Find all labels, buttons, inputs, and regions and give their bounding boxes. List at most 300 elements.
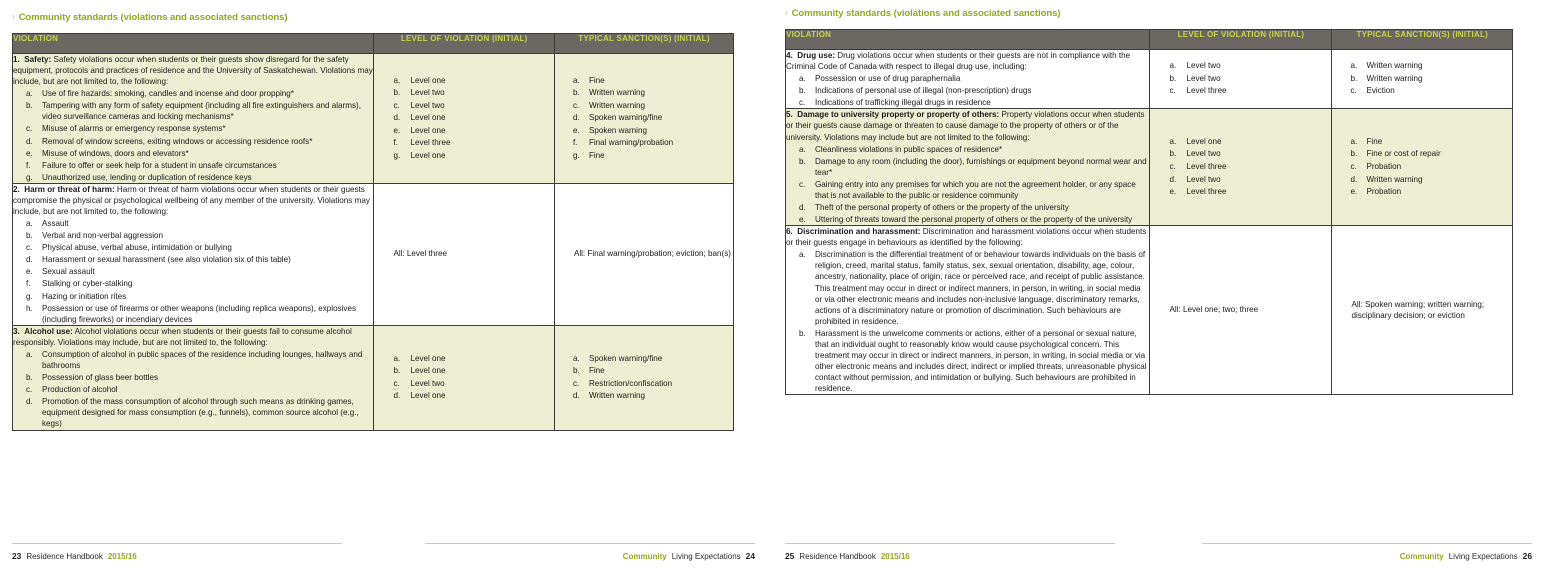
footer-rule-left — [785, 543, 1115, 544]
sanction-item-text: Final warning/probation — [588, 138, 674, 148]
violation-item-marker: d. — [26, 136, 33, 146]
sanction-item-marker: g. — [572, 150, 580, 160]
footer-handbook-label: Residence Handbook — [26, 552, 103, 561]
violation-item — [786, 73, 1149, 84]
level-item — [1150, 174, 1331, 187]
level-item — [374, 75, 554, 88]
violation-item-marker: e. — [26, 148, 33, 158]
sanction-item-text: Written warning — [588, 100, 646, 110]
violation-item-marker: a. — [26, 219, 33, 229]
level-item-list — [1150, 60, 1331, 98]
level-item-marker: c. — [393, 378, 400, 388]
violation-item-text: Removal of window screens, exiting windows or accessing residence roofs* — [42, 136, 313, 146]
violation-item-text: Failure to offer or seek help for a student in unsafe circumstances — [42, 160, 277, 170]
level-item-text: Level three — [410, 138, 451, 148]
sanction-item — [555, 150, 733, 163]
violation-item-text: Verbal and non-verbal aggression — [42, 231, 164, 241]
level-item — [374, 137, 554, 150]
sanction-item — [555, 378, 733, 391]
violation-lead-text: Safety violations occur when students or their guests show disregard for the safety equipment, protocols and practices of residence and the University of Saskatchewan. Violations may include, but are not limited to, the following: — [13, 55, 373, 87]
column-header-level: LEVEL OF VIOLATION (INITIAL) — [1150, 30, 1332, 50]
level-item-marker: b. — [1169, 73, 1177, 83]
footer-folio-right — [1400, 551, 1532, 561]
level-item-marker: g. — [393, 150, 401, 160]
sanction-item — [1332, 85, 1512, 98]
sanction-item — [1332, 186, 1512, 199]
violation-item-list — [13, 349, 373, 430]
violation-item — [13, 160, 373, 171]
sanction-cell — [554, 183, 733, 325]
sanction-item — [555, 353, 733, 366]
table-header-row — [13, 34, 734, 54]
level-cell — [374, 54, 555, 184]
violation-item-list — [13, 218, 373, 325]
level-item-text: Level three — [1186, 86, 1227, 96]
violation-item-marker: c. — [799, 179, 806, 189]
violation-item-marker: d. — [26, 397, 33, 407]
violation-item-marker: b. — [799, 156, 806, 166]
violation-item — [13, 100, 373, 122]
level-item — [374, 112, 554, 125]
violation-item — [13, 148, 373, 159]
sanction-item-marker: a. — [1350, 61, 1358, 71]
footer-section-green: Community — [1399, 552, 1444, 561]
footer-folio-left — [785, 551, 910, 561]
violation-item-text: Tampering with any form of safety equipment (including all fire extinguishers and alarms), video surveillance cameras and locking mechanisms* — [42, 101, 361, 122]
sanction-item — [1332, 174, 1512, 187]
sanction-item-text: Spoken warning — [588, 125, 647, 135]
violations-table — [785, 29, 1513, 395]
violation-item-marker: b. — [799, 86, 806, 96]
level-item-text: Level one — [1186, 136, 1222, 146]
page-footer — [0, 543, 777, 569]
level-cell — [1150, 50, 1332, 109]
level-item-text: Level one — [410, 150, 446, 160]
violation-number: 6. — [786, 227, 793, 237]
violation-item-marker: d. — [799, 203, 806, 213]
violation-item — [13, 384, 373, 395]
sanction-cell — [1332, 226, 1513, 395]
violation-item-text: Harassment or sexual harassment (see also violation six of this table) — [42, 255, 291, 265]
level-item-marker: f. — [393, 138, 398, 148]
violation-item-marker: a. — [799, 144, 806, 154]
sanction-cell — [1332, 109, 1513, 226]
violation-item — [13, 278, 373, 289]
violation-item-text: Use of fire hazards: smoking, candles and incense and door propping* — [42, 89, 294, 99]
level-item — [1150, 73, 1331, 86]
violation-item-text: Uttering of threats toward the personal property of others or the property of the university — [815, 215, 1133, 225]
violation-item-text: Possession or use of drug paraphernalia — [815, 74, 961, 84]
level-item-text: Level one — [410, 391, 446, 401]
level-item-list — [374, 353, 554, 403]
level-item-text: Level two — [410, 88, 445, 98]
violation-item-marker: c. — [799, 98, 806, 108]
footer-rule-right — [1202, 543, 1532, 544]
level-item-marker: a. — [393, 353, 401, 363]
violation-item — [13, 266, 373, 277]
sanction-item — [1332, 60, 1512, 73]
section-heading — [12, 0, 755, 23]
violation-lead-text: Drug violations occur when students or their guests are not in compliance with the Criminal Code of Canada with respect to illegal drug use, including: — [786, 51, 1131, 72]
column-header-sanction: TYPICAL SANCTION(S) (INITIAL) — [554, 34, 733, 54]
violation-item-text: Unauthorized use, lending or duplication of residence keys — [42, 172, 252, 182]
table-row — [13, 54, 734, 184]
violation-item-marker: e. — [26, 267, 33, 277]
violation-lead — [786, 50, 1149, 72]
sanction-item — [555, 125, 733, 138]
violation-item-text: Physical abuse, verbal abuse, intimidation or bullying — [42, 243, 232, 253]
violation-item — [786, 97, 1149, 108]
sanction-item — [1332, 136, 1512, 149]
violation-item — [786, 249, 1149, 327]
sanction-item-marker: d. — [1350, 174, 1358, 184]
violation-item-text: Harassment is the unwelcome comments or actions, either of a personal or sexual nature, that an individual ought to reasonably know would cause psychological concern. This treatment may occur in direct or indirect manners, in person, in writing, in social media or via other electronic means and includes direct, indirect or implied threats, unreasonable physical contact without permission, and intimidation or bullying. Such behaviours are prohibited in residence. — [815, 328, 1147, 394]
violation-item — [13, 242, 373, 253]
violation-item — [13, 254, 373, 265]
violation-item — [13, 303, 373, 325]
violation-title: Safety: — [24, 55, 52, 64]
violation-item-marker: h. — [26, 303, 33, 313]
violation-cell — [786, 226, 1150, 395]
sanction-item-text: Spoken warning/fine — [588, 113, 663, 123]
violation-item-text: Gaining entry into any premises for which you are not the agreement holder, or any space that is not available to the public or residence community — [815, 179, 1136, 200]
level-item-marker: b. — [393, 366, 401, 376]
violation-item — [786, 156, 1149, 178]
level-item-marker: c. — [1169, 86, 1176, 96]
column-header-sanction: TYPICAL SANCTION(S) (INITIAL) — [1332, 30, 1513, 50]
violation-cell — [13, 54, 374, 184]
level-item — [1150, 186, 1331, 199]
level-item — [1150, 136, 1331, 149]
sanction-item — [1332, 73, 1512, 86]
violation-item-marker: b. — [26, 231, 33, 241]
sanction-item-marker: c. — [1350, 86, 1357, 96]
sanction-item-list — [1332, 136, 1512, 199]
violation-item-text: Misuse of alarms or emergency response systems* — [42, 124, 226, 134]
sanction-item-text: Eviction — [1366, 86, 1395, 96]
violation-item — [13, 291, 373, 302]
violation-item — [13, 172, 373, 183]
violation-item-marker: a. — [799, 74, 806, 84]
level-item-marker: c. — [1169, 162, 1176, 172]
violation-item-text: Indications of personal use of illegal (non-prescription) drugs — [815, 86, 1032, 96]
sanction-item-text: Fine — [1366, 136, 1383, 146]
sanction-item-marker: c. — [572, 378, 580, 388]
sanction-item-text: Fine — [588, 75, 605, 85]
violation-cell — [786, 109, 1150, 226]
sanction-item-text: Written warning — [588, 88, 646, 98]
level-item-text: Level two — [1186, 73, 1221, 83]
level-item-text: Level two — [1186, 149, 1221, 159]
violation-lead-text: Alcohol violations occur when students or their guests fail to consume alcohol responsibly. Violations may include, but are not limited to, the following: — [13, 326, 352, 347]
footer-year-label: 2015/16 — [880, 552, 910, 561]
violation-item-list — [786, 73, 1149, 108]
level-item-list — [374, 75, 554, 163]
violation-lead — [786, 109, 1149, 142]
level-item-marker: d. — [393, 391, 401, 401]
violation-item-list — [13, 88, 373, 183]
level-item-marker: d. — [393, 113, 401, 123]
sanction-item-text: Probation — [1366, 162, 1402, 172]
table-header-row — [786, 30, 1513, 50]
level-cell — [374, 325, 555, 430]
violation-title: Discrimination and harassment: — [797, 227, 921, 237]
sanction-item — [1332, 148, 1512, 161]
level-item-marker: c. — [393, 100, 400, 110]
violation-item-marker: a. — [26, 349, 33, 359]
level-cell — [374, 183, 555, 325]
violation-item-marker: a. — [799, 250, 806, 260]
violation-title: Drug use: — [797, 51, 836, 60]
sanction-item — [555, 75, 733, 88]
sanction-item-marker: c. — [572, 100, 580, 110]
level-item-list — [1150, 136, 1331, 199]
violation-lead — [13, 184, 373, 217]
footer-rule-right — [425, 543, 755, 544]
violation-item-list — [786, 249, 1149, 394]
sanction-item-marker: b. — [572, 88, 580, 98]
violation-item — [786, 328, 1149, 394]
level-item-text: Level two — [410, 378, 445, 388]
sanction-item-marker: e. — [1350, 187, 1358, 197]
chevron-right-icon: › — [785, 8, 788, 17]
violation-item — [13, 218, 373, 229]
violation-item-text: Possession or use of firearms or other weapons (including replica weapons), explosives (including fireworks) or incendiary devices — [42, 303, 357, 324]
table-row — [13, 325, 734, 430]
level-all-text: All: Level three — [393, 249, 447, 259]
column-header-violation: VIOLATION — [13, 34, 374, 54]
violation-item — [13, 349, 373, 371]
page-number-right: 24 — [745, 551, 755, 561]
violation-item-text: Consumption of alcohol in public spaces of the residence including lounges, hallways and bathrooms — [42, 349, 363, 371]
sanction-item-marker: f. — [572, 138, 578, 148]
footer-line — [0, 544, 777, 561]
sanction-all-text: All: Final warning/probation; eviction; ban(s) — [573, 249, 731, 259]
sanction-item-list — [555, 353, 733, 403]
violation-item — [13, 230, 373, 241]
violation-lead-text: Harm or threat of harm violations occur when students or their guests compromise the physical or psychological wellbeing of any member of the university. Violations may include, but are not limited to, the following: — [13, 184, 370, 217]
sanction-item-text: Written warning — [1366, 73, 1423, 83]
violation-item-text: Stalking or cyber-stalking — [42, 279, 133, 289]
sanction-item-list — [1332, 60, 1512, 98]
sanction-item-marker: e. — [572, 125, 580, 135]
violation-item-marker: a. — [26, 89, 33, 99]
level-item-text: Level two — [1186, 61, 1221, 71]
violation-lead — [786, 226, 1149, 248]
level-item — [374, 150, 554, 163]
violation-number: 2. — [13, 184, 20, 194]
level-item-text: Level two — [410, 100, 445, 110]
violations-table — [12, 33, 734, 431]
sanction-item-text: Spoken warning/fine — [588, 353, 663, 363]
sanction-item — [555, 100, 733, 113]
violation-item-text: Theft of the personal property of others or the property of the university — [815, 203, 1069, 213]
violation-item — [13, 123, 373, 134]
page-number-left: 23 — [12, 551, 22, 561]
level-cell — [1150, 226, 1332, 395]
sanction-item-text: Probation — [1366, 187, 1402, 197]
violation-item — [786, 179, 1149, 201]
table-body — [13, 54, 734, 431]
violation-lead — [13, 54, 373, 87]
level-item-marker: e. — [1169, 187, 1177, 197]
level-item — [1150, 161, 1331, 174]
section-heading-label: Community standards (violations and associated sanctions) — [18, 12, 288, 23]
level-item — [1150, 60, 1331, 73]
sanction-item-text: Fine or cost of repair — [1366, 149, 1441, 159]
sanction-item-marker: b. — [1350, 73, 1358, 83]
violation-title: Alcohol use: — [24, 326, 73, 336]
sanction-cell — [554, 325, 733, 430]
sanction-item — [555, 365, 733, 378]
violation-item-marker: g. — [26, 291, 33, 301]
table-row — [13, 183, 734, 325]
sanction-item-marker: a. — [1350, 136, 1358, 146]
level-item — [374, 390, 554, 403]
level-item — [374, 353, 554, 366]
level-item-marker: a. — [393, 75, 401, 85]
sanction-item — [555, 112, 733, 125]
page-right — [777, 0, 1554, 579]
level-item-marker: a. — [1169, 136, 1177, 146]
violation-item — [786, 144, 1149, 155]
violation-item-text: Assault — [42, 219, 69, 229]
sanction-item-text: Written warning — [1366, 61, 1423, 71]
violation-lead — [13, 326, 373, 348]
violation-number: 5. — [786, 110, 793, 120]
violation-item-marker: d. — [26, 255, 33, 265]
violation-cell — [13, 325, 374, 430]
sanction-item — [1332, 161, 1512, 174]
sanction-item — [555, 137, 733, 150]
level-item-text: Level one — [410, 125, 446, 135]
violation-item-marker: c. — [26, 243, 33, 253]
violation-item-text: Production of alcohol — [42, 385, 118, 395]
violation-item-text: Sexual assault — [42, 267, 95, 277]
violation-item-marker: b. — [799, 328, 806, 338]
level-item — [374, 100, 554, 113]
sanction-item-marker: a. — [572, 75, 580, 85]
level-item-marker: d. — [1169, 174, 1177, 184]
level-item — [1150, 148, 1331, 161]
page-number-right: 26 — [1522, 551, 1532, 561]
footer-section-green: Community — [622, 552, 667, 561]
footer-section-dark: Living Expectations — [671, 552, 741, 561]
sanction-item — [555, 87, 733, 100]
violation-item-marker: g. — [26, 172, 33, 182]
sanction-item-marker: b. — [572, 366, 580, 376]
column-header-violation: VIOLATION — [786, 30, 1150, 50]
sanction-item-text: Fine — [588, 366, 605, 376]
level-item-text: Level one — [410, 366, 446, 376]
level-item — [374, 87, 554, 100]
sanction-cell — [1332, 50, 1513, 109]
violation-item-marker: c. — [26, 385, 33, 395]
level-item-marker: b. — [1169, 149, 1177, 159]
level-item-text: Level three — [1186, 187, 1227, 197]
level-item-text: Level two — [1186, 174, 1221, 184]
sanction-item-text: Fine — [588, 150, 605, 160]
footer-section-dark: Living Expectations — [1448, 552, 1518, 561]
violation-number: 4. — [786, 51, 793, 60]
level-item-marker: e. — [393, 125, 401, 135]
violation-title: Harm or threat of harm: — [24, 184, 115, 194]
sanction-all-text: All: Spoken warning; written warning; disciplinary decision; or eviction — [1351, 299, 1485, 321]
sanction-item-text: Written warning — [1366, 174, 1423, 184]
sanction-item-marker: b. — [1350, 149, 1358, 159]
sanction-item-list — [555, 75, 733, 163]
sanction-item — [555, 390, 733, 403]
level-item-text: Level one — [410, 75, 446, 85]
level-item-text: Level one — [410, 353, 446, 363]
violation-item — [13, 88, 373, 99]
level-item-text: Level one — [410, 113, 446, 123]
violation-lead-text: Property violations occur when students or their guests cause damage or threaten to cause damage to the property of others or of the university. Violations may include but are not limited to the following: — [786, 110, 1145, 142]
level-item-marker: a. — [1169, 61, 1177, 71]
footer-folio-right — [623, 551, 755, 561]
violation-title: Damage to university property or property of others: — [797, 110, 1000, 120]
violation-item-text: Indications of trafficking illegal drugs in residence — [815, 98, 991, 108]
sanction-item-text: Written warning — [588, 391, 646, 401]
sanction-item-marker: a. — [572, 353, 580, 363]
violation-item — [786, 214, 1149, 225]
sanction-item-marker: d. — [572, 391, 580, 401]
violation-item-marker: e. — [799, 215, 806, 225]
column-header-level: LEVEL OF VIOLATION (INITIAL) — [374, 34, 555, 54]
table-head — [786, 30, 1513, 50]
level-all-text: All: Level one; two; three — [1169, 305, 1259, 315]
footer-folio-left — [12, 551, 137, 561]
violation-item-text: Damage to any room (including the door), furnishings or equipment beyond normal wear and tear* — [815, 156, 1147, 177]
level-item — [374, 378, 554, 391]
footer-handbook-label: Residence Handbook — [799, 552, 876, 561]
violation-item-marker: f. — [26, 279, 31, 289]
violation-item-text: Hazing or initiation rites — [42, 291, 127, 301]
section-heading-label: Community standards (violations and associated sanctions) — [791, 8, 1061, 19]
violation-item-marker: b. — [26, 373, 33, 383]
violation-cell — [786, 50, 1150, 109]
violation-number: 1. — [13, 55, 20, 64]
level-item — [374, 125, 554, 138]
violation-item-text: Promotion of the mass consumption of alcohol through such means as drinking games, equipment designed for mass consumption (e.g., funnels), common source alcohol (e.g., kegs) — [42, 397, 359, 429]
footer-year-label: 2015/16 — [107, 552, 137, 561]
level-cell — [1150, 109, 1332, 226]
violation-item — [13, 372, 373, 383]
level-item-text: Level three — [1186, 162, 1227, 172]
violation-item-marker: c. — [26, 124, 33, 134]
page-footer — [777, 543, 1554, 569]
table-row — [786, 50, 1513, 109]
violation-cell — [13, 183, 374, 325]
violation-item-marker: b. — [26, 101, 33, 111]
page-number-left: 25 — [785, 551, 795, 561]
footer-line — [777, 544, 1554, 561]
violation-item-marker: f. — [26, 160, 31, 170]
violation-number: 3. — [13, 326, 20, 336]
level-item-marker: b. — [393, 88, 401, 98]
violation-item — [786, 85, 1149, 96]
violation-item-text: Misuse of windows, doors and elevators* — [42, 148, 189, 158]
violation-item — [13, 136, 373, 147]
section-heading — [785, 0, 1532, 19]
level-item — [374, 365, 554, 378]
violation-item-list — [786, 144, 1149, 226]
sanction-item-text: Restriction/confiscation — [588, 378, 673, 388]
table-head — [13, 34, 734, 54]
violation-item-text: Possession of glass beer bottles — [42, 373, 159, 383]
violation-lead-text: Discrimination and harassment violations occur when students or their guests engage in behaviours as identified by the following: — [786, 227, 1147, 248]
table-row — [786, 226, 1513, 395]
